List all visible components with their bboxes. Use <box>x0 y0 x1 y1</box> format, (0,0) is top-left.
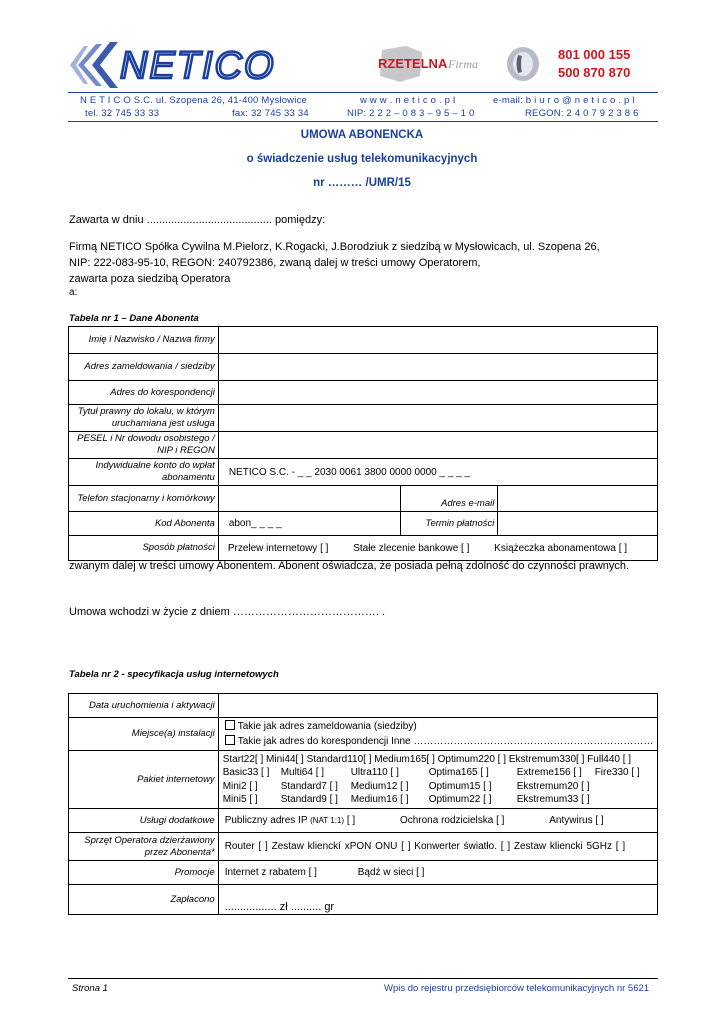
effective-date-line: Umowa wchodzi w życie z dniem …………………………………. . <box>69 606 385 618</box>
company-website[interactable]: w w w . n e t i c o . p l <box>360 95 456 106</box>
label-subscriber-code: Kod Abonenta <box>69 512 219 536</box>
label-leased-equipment: Sprzęt Operatora dzierżawiony przez Abonenta* <box>69 833 219 861</box>
extra-public-ip[interactable]: Publiczny adres IP (NAT 1:1) [ ] <box>224 815 356 826</box>
field-due-date[interactable] <box>498 512 658 536</box>
operator-line-1: Firmą NETICO Spółka Cywilna M.Pielorz, K.Rogacki, J.Borodziuk z siedzibą w Mysłowicach, ul. Szopena 26, <box>69 241 600 253</box>
checkbox-icon[interactable] <box>225 720 235 730</box>
field-pesel[interactable] <box>218 432 657 459</box>
field-activation-date[interactable] <box>218 694 657 718</box>
contract-title: UMOWA ABONENCKA <box>300 129 424 141</box>
phone-number-2: 500 870 870 <box>558 65 631 80</box>
operator-line-2: NIP: 222-083-95-10, REGON: 240792386, zwaną dalej w treści umowy Operatorem, <box>69 257 481 269</box>
label-correspondence: Adres do korespondencji <box>69 381 219 405</box>
svg-text:Firma: Firma <box>448 57 478 71</box>
label-phone: Telefon stacjonarny i komórkowy <box>69 486 219 512</box>
extra-antivirus[interactable]: Antywirus [ ] <box>549 815 604 826</box>
label-payment-method: Sposób płatności <box>69 536 219 561</box>
extra-parental-control[interactable]: Ochrona rodzicielska [ ] <box>399 815 505 826</box>
header-bottom-divider <box>68 121 658 122</box>
company-phone: tel. 32 745 33 33 <box>85 108 160 119</box>
promotion-options <box>218 861 657 885</box>
field-address[interactable] <box>218 354 657 381</box>
phone-icon <box>505 45 541 83</box>
package-row-3[interactable]: Mini2 [ ] Standard7 [ ] Medium12 [ ] Optimum15 [ ] Ekstremum20 [ ] <box>222 780 590 792</box>
extra-services-options <box>218 809 657 833</box>
label-package: Pakiet internetowy <box>69 751 219 809</box>
label-legal-title: Tytuł prawny do lokalu, w którym uruchamiana jest usługa <box>69 405 219 432</box>
and-line: a: <box>69 287 78 298</box>
label-activation-date: Data uruchomienia i aktywacji <box>69 694 219 718</box>
label-due-date: Termin płatności <box>401 512 498 536</box>
payment-option-standing-order[interactable]: Stałe zlecenie bankowe [ ] <box>353 542 470 554</box>
label-paid: Zapłacono <box>69 885 219 915</box>
label-promotions: Promocje <box>69 861 219 885</box>
installation-options <box>218 718 657 751</box>
package-options <box>218 751 657 809</box>
field-paid-amount[interactable]: ................. zł .......... gr <box>218 885 657 915</box>
label-name: Imię i Nazwisko / Nazwa firmy <box>69 327 219 354</box>
install-option-registered[interactable]: Takie jak adres zameldowania (siedziby) <box>225 719 654 734</box>
field-correspondence[interactable] <box>218 381 657 405</box>
payment-option-transfer[interactable]: Przelew internetowy [ ] <box>227 542 329 554</box>
reliable-company-seal <box>376 42 482 86</box>
promo-in-network[interactable]: Bądź w sieci [ ] <box>357 867 425 878</box>
subscriber-data-table <box>68 326 658 561</box>
package-row-2[interactable]: Basic33 [ ] Multi64 [ ] Ultra110 [ ] Optima165 [ ] Extreme156 [ ] Fire330 [ ] <box>222 767 640 778</box>
label-pesel: PESEL i Nr dowodu osobistego / NIP i REGON <box>69 432 219 459</box>
field-account: NETICO S.C. - _ _ 2030 0061 3800 0000 0000 _ _ _ _ <box>218 459 657 486</box>
label-email: Adres e-mail <box>401 486 498 512</box>
company-regon: REGON: 2 4 0 7 9 2 3 8 6 <box>525 108 639 119</box>
phone-number-1: 801 000 155 <box>558 47 631 62</box>
company-address: N E T I C O S.C. ul. Szopena 26, 41-400 Mysłowice <box>80 95 307 106</box>
svg-text:RZETELNA: RZETELNA <box>378 56 448 71</box>
table2-caption: Tabela nr 2 - specyfikacja usług internetowych <box>69 669 279 680</box>
svg-text:NETICO: NETICO <box>120 45 276 87</box>
operator-line-3: zawarta poza siedzibą Operatora <box>69 273 231 285</box>
label-account: Indywidualne konto do wpłat abonamentu <box>69 459 219 486</box>
field-phone[interactable] <box>218 486 401 512</box>
payment-options <box>218 536 657 561</box>
field-subscriber-code: abon_ _ _ _ <box>218 512 401 536</box>
field-name[interactable] <box>218 327 657 354</box>
table1-caption: Tabela nr 1 – Dane Abonenta <box>69 313 199 324</box>
payment-option-booklet[interactable]: Książeczka abonamentowa [ ] <box>494 542 628 554</box>
package-row-4[interactable]: Mini5 [ ] Standard9 [ ] Medium16 [ ] Optimum22 [ ] Ekstremum33 [ ] <box>222 794 590 805</box>
contract-subtitle: o świadczenie usług telekomunikacyjnych <box>246 153 478 165</box>
label-extra-services: Usługi dodatkowe <box>69 809 219 833</box>
equipment-options[interactable]: Router [ ] Zestaw klienckí xPON ONU [ ] Konwerter światło. [ ] Zestaw kliencki 5GHz [ ] <box>218 833 657 861</box>
checkbox-icon[interactable] <box>225 735 235 745</box>
field-email[interactable] <box>498 486 658 512</box>
subscriber-declaration: zwanym dalej w treści umowy Abonentem. Abonent oświadcza, że posiada pełną zdolność do czynności prawnych. <box>69 560 630 572</box>
field-legal-title[interactable] <box>218 405 657 432</box>
header-top-divider <box>68 92 658 93</box>
company-email[interactable]: e-mail: b i u r o @ n e t i c o . p l <box>493 95 635 106</box>
company-fax: fax: 32 745 33 34 <box>232 108 309 119</box>
footer-divider <box>68 978 658 979</box>
company-logo <box>70 36 338 94</box>
company-nip: NIP: 2 2 2 – 0 8 3 – 9 5 – 1 0 <box>347 108 475 119</box>
install-option-correspondence[interactable]: Takie jak adres do korespondencji Inne ……………………………………………………………… <box>225 734 654 749</box>
internet-services-table <box>68 693 658 915</box>
label-installation-place: Miejsce(a) instalacji <box>69 718 219 751</box>
registry-note: Wpis do rejestru przedsiębiorców telekomunikacyjnych nr 5621 <box>384 983 650 994</box>
contract-number: nr ……… /UMR/15 <box>313 177 411 189</box>
label-address: Adres zameldowania / siedziby <box>69 354 219 381</box>
contract-date-line: Zawarta w dniu ......................................... pomiędzy: <box>69 214 326 226</box>
promo-discount[interactable]: Internet z rabatem [ ] <box>224 867 317 878</box>
page-number: Strona 1 <box>72 983 108 994</box>
package-row-1[interactable]: Start22[ ] Mini44[ ] Standard110[ ] Medium165[ ] Optimum220 [ ] Ekstremum330[ ] Full440 [ ] <box>222 753 632 765</box>
